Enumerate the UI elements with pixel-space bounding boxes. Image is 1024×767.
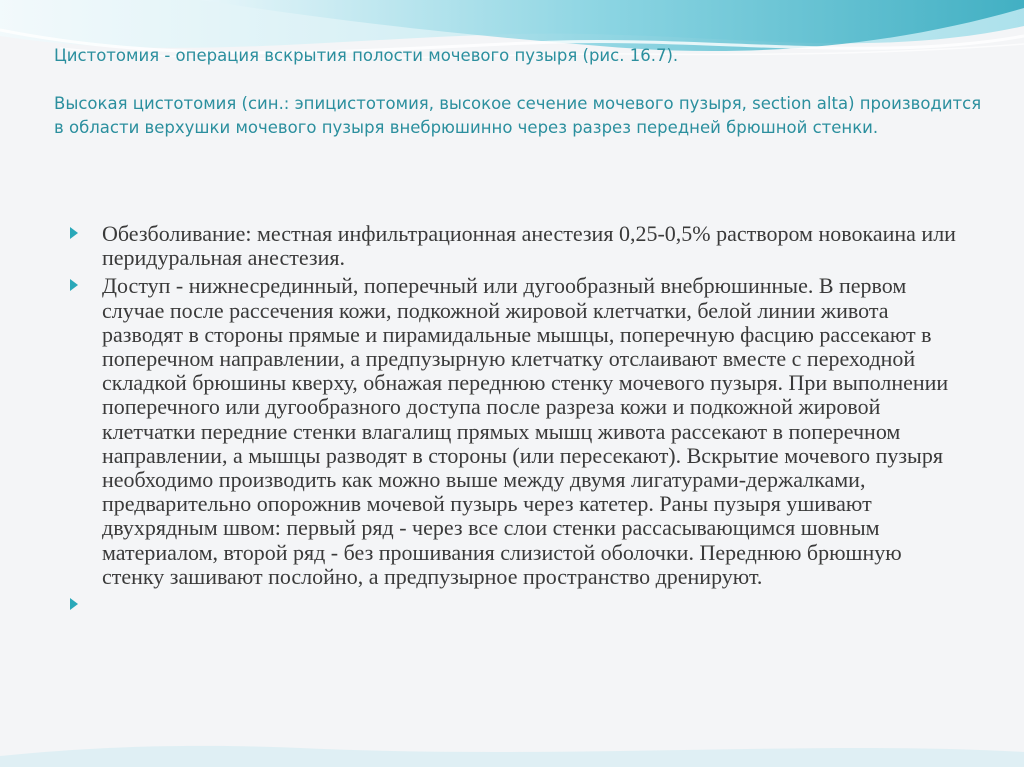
triangle-right-icon [70,279,78,291]
triangle-right-icon [70,598,78,610]
title-line-2: Высокая цистотомия (син.: эпицистотомия, высокое сечение мочевого пузыря, section alta) производится в области верхушки мочевого пузыря внебрюшинно через разрез передней брюшной стенки. [54,94,982,137]
list-item-text: Обезболивание: местная инфильтрационная анестезия 0,25-0,5% раствором новокаина или перидуральная анестезия. [102,221,956,271]
title-line-1: Цистотомия - операция вскрытия полости мочевого пузыря (рис. 16.7). [54,46,679,65]
list-item-text: Доступ - нижнесрединный, поперечный или дугообразный внебрюшинные. В первом случае после рассечения кожи, подкожной жировой клетчатки, белой линии живота разводят в стороны прямые и пирамидальные мышцы, поперечную фасцию рассекают в поперечном направлении, а предпузырную клетчатку отслаивают вместе с переходной складкой брюшины кверху, обнажая переднюю стенку мочевого пузыря. При выполнении поперечного или дугообразного доступа после разреза кожи и подкожной жировой клетчатки передние стенки влагалищ прямых мышц живота рассекают в поперечном направлении, а мышцы разводят в стороны (или пересекают). Вскрытие мочевого пузыря необходимо производить как можно выше между двумя лигатурами-держалками, предварительно опорожнив мочевой пузырь через катетер. Раны пузыря ушивают двухрядным швом: первый ряд - через все слои стенки рассасывающимся шовным материалом, второй ряд - без прошивания слизистой оболочки. Переднюю брюшную стенку зашивают послойно, а предпузырное пространство дренируют. [102,273,949,589]
bullet-list [66,222,966,621]
list-item [66,593,966,617]
triangle-right-icon [70,227,78,239]
slide-title [54,44,984,140]
list-item [66,274,966,589]
list-item-text [102,593,966,617]
list-item [66,222,966,270]
